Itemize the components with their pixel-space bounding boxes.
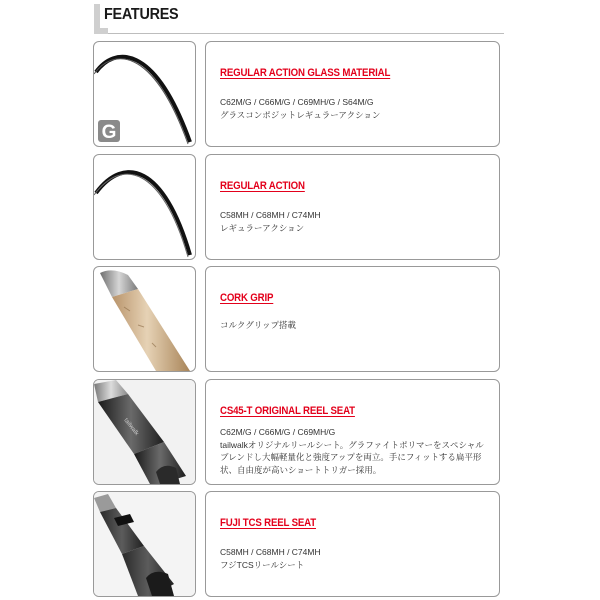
feature-body [220, 319, 490, 332]
feature-card [205, 41, 500, 147]
feature-body [220, 426, 490, 476]
feature-body [220, 209, 490, 234]
feature-body [220, 96, 490, 121]
feature-row [93, 491, 501, 597]
svg-text:tailwalk: tailwalk [122, 417, 140, 437]
fuji-reel-seat-icon [94, 492, 195, 596]
feature-thumbnail [93, 379, 196, 485]
feature-description: tailwalkオリジナルリールシート。グラファイトポリマーをスペシャルブレンドし大幅軽量化と強度アップを両立。手にフィットする扁平形状、自由度が高いショートトリガー採用。 [220, 439, 484, 475]
feature-models: C62M/G / C66M/G / C69MH/G / S64M/G [220, 97, 374, 107]
feature-description: フジTCSリールシート [220, 559, 305, 570]
feature-card [205, 379, 500, 485]
header-divider [108, 33, 504, 34]
feature-description: グラスコンポジットレギュラーアクション [220, 109, 381, 120]
feature-title: REGULAR ACTION GLASS MATERIAL [220, 67, 391, 79]
feature-thumbnail [93, 266, 196, 372]
feature-row [93, 266, 501, 372]
feature-title: FUJI TCS REEL SEAT [220, 517, 316, 529]
feature-thumbnail [93, 154, 196, 260]
feature-title: CORK GRIP [220, 292, 274, 304]
feature-title: CS45-T ORIGINAL REEL SEAT [220, 405, 355, 417]
feature-description: レギュラーアクション [220, 222, 305, 233]
feature-thumbnail [93, 41, 196, 147]
feature-card [205, 154, 500, 260]
features-header [92, 4, 504, 38]
feature-title: REGULAR ACTION [220, 180, 305, 192]
rod-curve-icon [94, 42, 195, 146]
rod-curve-icon [94, 155, 195, 259]
feature-card [205, 266, 500, 372]
feature-models: C58MH / C68MH / C74MH [220, 210, 321, 220]
reel-seat-icon [94, 380, 195, 484]
feature-description: コルクグリップ搭載 [220, 320, 296, 330]
cork-grip-icon [94, 267, 195, 371]
feature-body [220, 546, 490, 571]
feature-models: C62M/G / C66M/G / C69MH/G [220, 427, 336, 437]
feature-models: C58MH / C68MH / C74MH [220, 547, 321, 557]
page-title: FEATURES [104, 6, 179, 23]
feature-card [205, 491, 500, 597]
glass-badge-letter: G [101, 122, 117, 143]
feature-row [93, 379, 501, 485]
feature-row [93, 41, 501, 147]
feature-thumbnail [93, 491, 196, 597]
feature-row [93, 154, 501, 260]
